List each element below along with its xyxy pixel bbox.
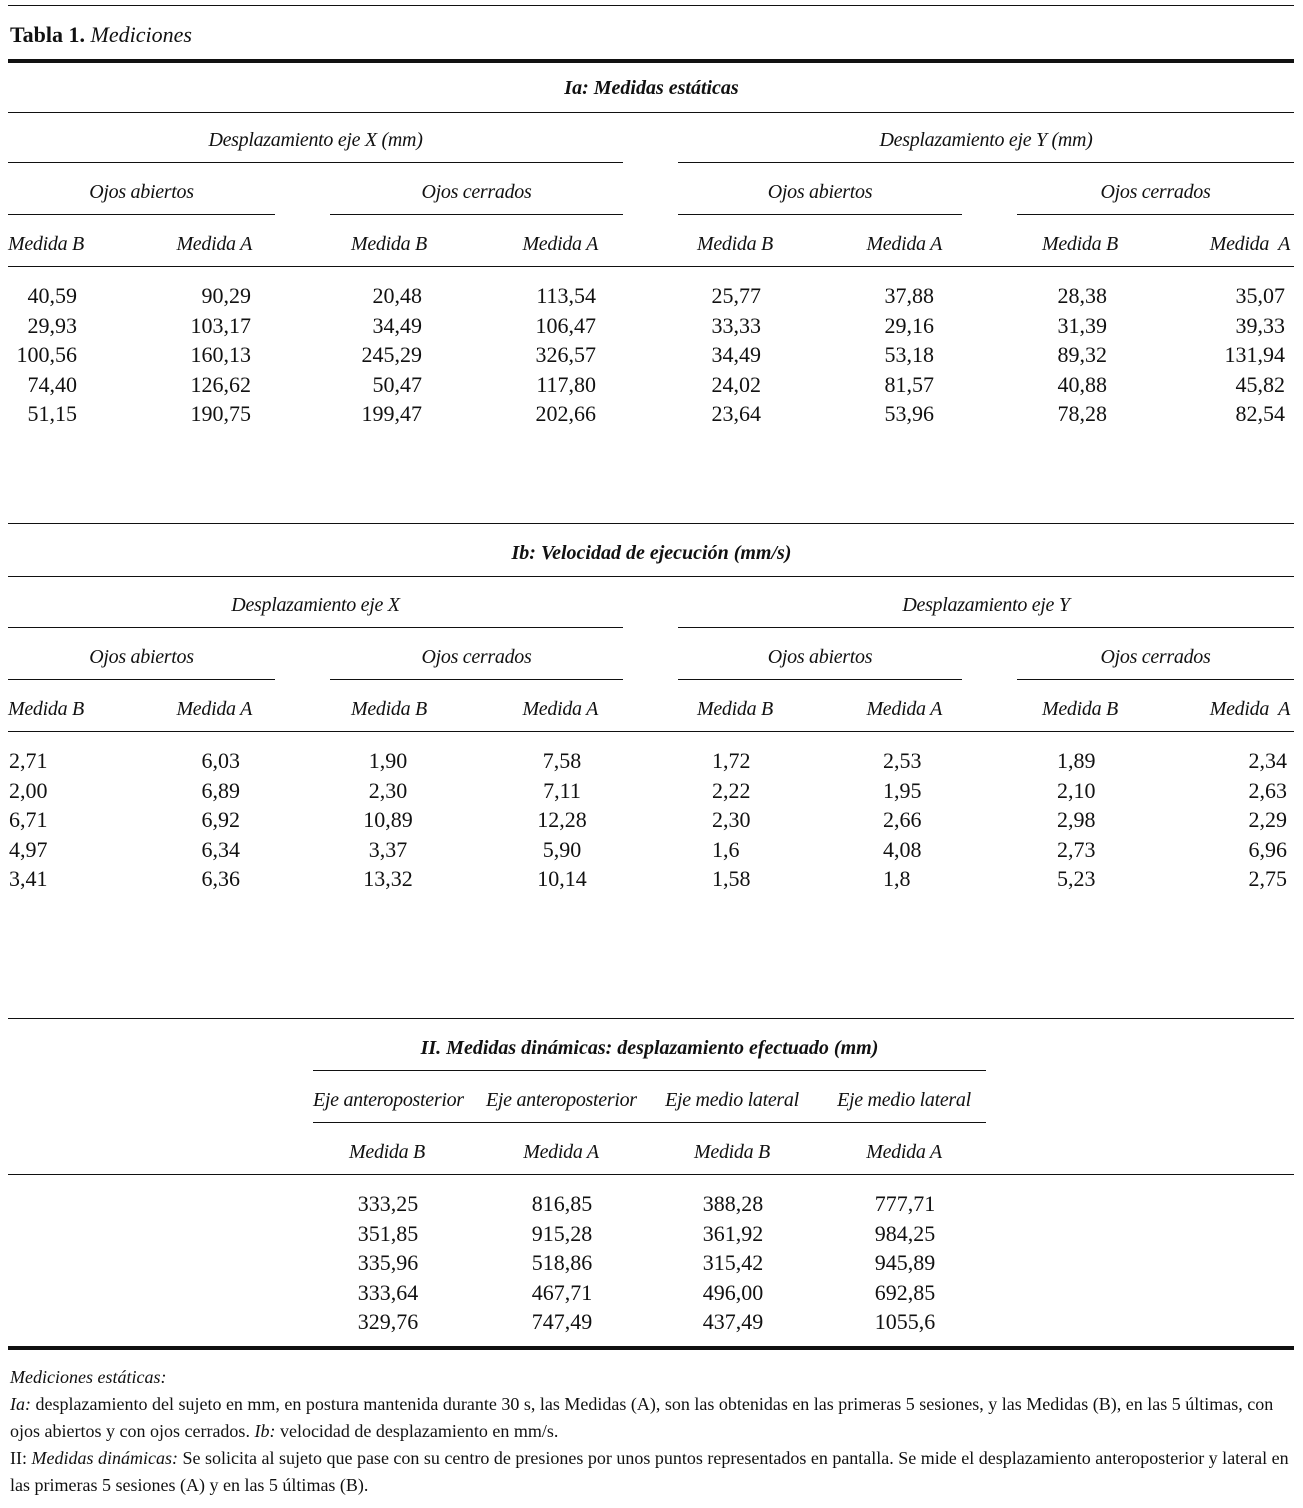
table-cell: 81,57 bbox=[884, 371, 934, 397]
section-ii-title-rule bbox=[313, 1070, 986, 1071]
table-cell: 51,15 bbox=[27, 401, 77, 426]
section-ia-col-2: Medida A bbox=[176, 233, 252, 255]
table-cell: 35,07 bbox=[1235, 283, 1285, 308]
table-cell: 6,89 bbox=[201, 777, 240, 803]
section-ii-top-rule bbox=[8, 1018, 1294, 1019]
section-ii-axis-4: Eje medio lateral bbox=[837, 1089, 971, 1111]
section-ib-sub-2-rule bbox=[330, 679, 623, 680]
table-cell: 5,23 bbox=[1057, 866, 1096, 891]
notes-heading bbox=[10, 1364, 1293, 1391]
table-cell: 2,30 bbox=[712, 807, 751, 832]
notes-ii-italic: Medidas dinámicas: bbox=[31, 1448, 178, 1468]
section-ib-sub-3: Ojos abiertos bbox=[767, 646, 873, 668]
table-cell: 1,8 bbox=[883, 866, 911, 891]
table-cell: 45,82 bbox=[1235, 371, 1285, 397]
notes-ii-paragraph bbox=[10, 1445, 1293, 1499]
table-cell: 2,63 bbox=[1248, 777, 1287, 803]
table-cell: 34,49 bbox=[372, 312, 422, 338]
section-ib-col-3: Medida B bbox=[351, 698, 427, 720]
section-ia-header-rule bbox=[8, 266, 1294, 267]
table-cell: 6,96 bbox=[1248, 836, 1287, 862]
section-ia-group-x: Desplazamiento eje X (mm) bbox=[208, 129, 423, 151]
table-cell: 29,93 bbox=[27, 312, 77, 338]
section-ii-axis-3: Eje medio lateral bbox=[665, 1089, 799, 1111]
table-cell: 692,85 bbox=[874, 1279, 936, 1305]
notes-ii-label: II: bbox=[10, 1448, 32, 1468]
section-ii-col-1: Medida B bbox=[349, 1141, 425, 1163]
table-cell: 6,03 bbox=[201, 748, 240, 773]
table-cell: 984,25 bbox=[874, 1220, 936, 1246]
section-ib-rule bbox=[8, 576, 1294, 577]
table-cell: 33,33 bbox=[711, 312, 761, 338]
notes-ii-text: Se solicita al sujeto que pase con su centro de presiones por unos puntos representados en pantalla. Se mide el desplazamiento anteroposterior y lateral en las primeras 5 sesiones (A) y en las 5 últimas (B). bbox=[10, 1448, 1289, 1495]
table-cell: 1,6 bbox=[712, 836, 740, 862]
table-cell: 40,88 bbox=[1057, 371, 1107, 397]
notes-ib-label: Ib: bbox=[254, 1421, 276, 1441]
section-ia-data-col-3 bbox=[362, 281, 423, 429]
section-ib-data-col-4 bbox=[522, 746, 602, 894]
table-title-caption: Mediciones bbox=[90, 22, 192, 47]
section-ib-sub-4: Ojos cerrados bbox=[1100, 646, 1211, 668]
table-cell: 6,71 bbox=[9, 807, 48, 832]
table-cell: 202,66 bbox=[535, 401, 596, 426]
table-cell: 915,28 bbox=[531, 1220, 593, 1246]
section-ib-col-2: Medida A bbox=[176, 698, 252, 720]
table-cell: 190,75 bbox=[190, 401, 251, 426]
section-ib-header-rule bbox=[8, 731, 1294, 732]
section-ib-sub-2: Ojos cerrados bbox=[421, 646, 532, 668]
table-cell: 351,85 bbox=[357, 1220, 419, 1246]
section-ib-top-rule bbox=[8, 523, 1294, 524]
notes-ia-text: desplazamiento del sujeto en mm, en postura mantenida durante 30 s, las Medidas (A), son las obtenidas en las primeras 5 sesiones, y las Medidas (B), en las 5 últimas, con ojos abiertos y con ojos cerrados. bbox=[10, 1394, 1274, 1441]
table-cell: 82,54 bbox=[1235, 401, 1285, 426]
section-ia-col-6: Medida A bbox=[866, 233, 942, 255]
table-cell: 2,71 bbox=[9, 748, 48, 773]
section-ia-col-5: Medida B bbox=[697, 233, 773, 255]
table-cell: 1,95 bbox=[883, 777, 922, 803]
table-cell: 816,85 bbox=[531, 1191, 593, 1216]
table-cell: 50,47 bbox=[372, 371, 422, 397]
section-ia-data-col-1 bbox=[17, 281, 78, 429]
table-cell: 12,28 bbox=[537, 807, 587, 832]
notes-ib-text: velocidad de desplazamiento en mm/s. bbox=[275, 1421, 559, 1441]
table-title-number: Tabla 1. bbox=[10, 22, 86, 47]
table-cell: 6,92 bbox=[201, 807, 240, 832]
table-cell: 7,11 bbox=[543, 777, 581, 803]
table-cell: 78,28 bbox=[1057, 401, 1107, 426]
table-cell: 2,53 bbox=[883, 748, 922, 773]
section-ia-sub-1-rule bbox=[8, 214, 275, 215]
table-cell: 131,94 bbox=[1224, 342, 1285, 367]
section-ia-sub-2-rule bbox=[330, 214, 623, 215]
table-cell: 37,88 bbox=[884, 283, 934, 308]
section-ii-col-2: Medida A bbox=[523, 1141, 599, 1163]
table-cell: 6,34 bbox=[201, 836, 240, 862]
section-ib-col-8: Medida A bbox=[1209, 698, 1290, 720]
table-cell: 3,37 bbox=[368, 836, 408, 862]
table-cell: 4,08 bbox=[883, 836, 922, 862]
table-cell: 24,02 bbox=[711, 371, 761, 397]
table-cell: 34,49 bbox=[711, 342, 761, 367]
section-ii-col-4: Medida A bbox=[866, 1141, 942, 1163]
section-ia-col-1: Medida B bbox=[8, 233, 84, 255]
table-cell: 1,58 bbox=[712, 866, 751, 891]
table-cell: 1,90 bbox=[368, 748, 408, 773]
section-ib-sub-4-rule bbox=[1017, 679, 1294, 680]
table-cell: 6,36 bbox=[201, 866, 240, 891]
table-cell: 2,29 bbox=[1248, 807, 1287, 832]
table-cell: 388,28 bbox=[702, 1191, 764, 1216]
table-bottom-rule bbox=[8, 1346, 1294, 1350]
table-cell: 315,42 bbox=[702, 1250, 764, 1275]
table-cell: 20,48 bbox=[372, 283, 422, 308]
notes-ia-label: Ia: bbox=[10, 1394, 31, 1414]
table-cell: 1,89 bbox=[1057, 748, 1096, 773]
table-cell: 3,41 bbox=[9, 866, 48, 891]
table-cell: 2,00 bbox=[9, 777, 48, 803]
table-cell: 31,39 bbox=[1057, 312, 1107, 338]
table-cell: 245,29 bbox=[361, 342, 422, 367]
section-ii-data-col-4 bbox=[860, 1189, 950, 1337]
section-ia-data-col-8 bbox=[1225, 281, 1286, 429]
table-cell: 335,96 bbox=[357, 1250, 419, 1275]
table-cell: 89,32 bbox=[1057, 342, 1107, 367]
section-ia-group-x-rule bbox=[8, 162, 623, 163]
section-ia-sub-1: Ojos abiertos bbox=[89, 181, 194, 203]
section-ib-group-y-rule bbox=[678, 627, 1294, 628]
table-cell: 1,72 bbox=[712, 748, 751, 773]
section-ia-col-7: Medida B bbox=[1042, 233, 1118, 255]
table-cell: 28,38 bbox=[1057, 283, 1107, 308]
section-ib-col-6: Medida A bbox=[866, 698, 942, 720]
section-ia-data-col-5 bbox=[712, 281, 762, 429]
table-cell: 333,25 bbox=[357, 1191, 419, 1216]
table-cell: 518,86 bbox=[531, 1250, 593, 1275]
section-ia-data-col-7 bbox=[1058, 281, 1108, 429]
table-cell: 90,29 bbox=[201, 283, 251, 308]
section-ib-data-col-7 bbox=[1057, 746, 1096, 894]
section-ia-col-8: Medida A bbox=[1209, 233, 1290, 255]
table-cell: 113,54 bbox=[536, 283, 596, 308]
table-cell: 361,92 bbox=[702, 1220, 764, 1246]
section-ib-title: Ib: Velocidad de ejecución (mm/s) bbox=[511, 542, 792, 564]
section-ib-sub-3-rule bbox=[678, 679, 962, 680]
table-cell: 1055,6 bbox=[874, 1309, 936, 1334]
table-cell: 40,59 bbox=[27, 283, 77, 308]
notes-ia-paragraph bbox=[10, 1391, 1293, 1445]
section-ib-group-x: Desplazamiento eje X bbox=[231, 594, 400, 616]
section-ib-group-y: Desplazamiento eje Y bbox=[902, 594, 1070, 616]
title-thick-rule bbox=[8, 59, 1294, 63]
section-ia-group-y-rule bbox=[678, 162, 1294, 163]
table-cell: 2,10 bbox=[1057, 777, 1096, 803]
table-cell: 160,13 bbox=[190, 342, 251, 367]
section-ia-col-4: Medida A bbox=[522, 233, 598, 255]
section-ia-rule bbox=[8, 112, 1294, 113]
section-ii-header-rule bbox=[8, 1174, 1294, 1175]
table-notes bbox=[10, 1364, 1293, 1499]
table-cell: 10,14 bbox=[537, 866, 587, 891]
section-ia-data-col-6 bbox=[885, 281, 935, 429]
section-ii-axis-1: Eje anteroposterior bbox=[313, 1089, 464, 1111]
section-ib-col-1: Medida B bbox=[8, 698, 84, 720]
table-cell: 39,33 bbox=[1235, 312, 1285, 338]
table-cell: 10,89 bbox=[363, 807, 413, 832]
table-cell: 53,96 bbox=[884, 401, 934, 426]
table-title bbox=[10, 20, 192, 50]
section-ii-data-col-3 bbox=[688, 1189, 778, 1337]
table-cell: 2,34 bbox=[1248, 748, 1287, 773]
section-ia-data-col-2 bbox=[191, 281, 252, 429]
section-ib-data-col-3 bbox=[348, 746, 428, 894]
section-ib-sub-1: Ojos abiertos bbox=[89, 646, 194, 668]
table-cell: 2,22 bbox=[712, 777, 751, 803]
section-ia-sub-3: Ojos abiertos bbox=[767, 181, 873, 203]
section-ia-sub-2: Ojos cerrados bbox=[421, 181, 532, 203]
table-cell: 199,47 bbox=[361, 401, 422, 426]
section-ii-title: II. Medidas dinámicas: desplazamiento efectuado (mm) bbox=[420, 1037, 879, 1059]
section-ia-data-col-4 bbox=[536, 281, 597, 429]
table-cell: 4,97 bbox=[9, 836, 48, 862]
table-cell: 117,80 bbox=[536, 371, 596, 397]
table-cell: 777,71 bbox=[874, 1191, 936, 1216]
section-ib-data-col-5 bbox=[712, 746, 751, 894]
section-ii-axis-2: Eje anteroposterior bbox=[486, 1089, 637, 1111]
table-cell: 106,47 bbox=[535, 312, 596, 338]
section-ii-col-3: Medida B bbox=[694, 1141, 770, 1163]
table-cell: 25,77 bbox=[711, 283, 761, 308]
table-cell: 437,49 bbox=[702, 1309, 764, 1334]
section-ib-group-x-rule bbox=[8, 627, 623, 628]
section-ib-col-4: Medida A bbox=[522, 698, 598, 720]
table-cell: 23,64 bbox=[711, 401, 761, 426]
table-cell: 29,16 bbox=[884, 312, 934, 338]
table-cell: 2,66 bbox=[883, 807, 922, 832]
table-cell: 2,73 bbox=[1057, 836, 1096, 862]
table-cell: 100,56 bbox=[16, 342, 77, 367]
table-cell: 126,62 bbox=[190, 371, 251, 397]
table-cell: 103,17 bbox=[190, 312, 251, 338]
section-ib-col-5: Medida B bbox=[697, 698, 773, 720]
table-cell: 7,58 bbox=[542, 748, 582, 773]
section-ib-data-col-2 bbox=[202, 746, 241, 894]
section-ib-data-col-1 bbox=[9, 746, 48, 894]
table-cell: 326,57 bbox=[535, 342, 596, 367]
top-rule bbox=[8, 5, 1294, 6]
table-cell: 2,75 bbox=[1248, 866, 1287, 891]
table-cell: 333,64 bbox=[357, 1279, 419, 1305]
table-cell: 2,98 bbox=[1057, 807, 1096, 832]
section-ii-data-col-1 bbox=[343, 1189, 433, 1337]
table-cell: 74,40 bbox=[27, 371, 77, 397]
section-ib-sub-1-rule bbox=[8, 679, 275, 680]
section-ia-sub-4: Ojos cerrados bbox=[1100, 181, 1211, 203]
section-ib-data-col-6 bbox=[883, 746, 922, 894]
section-ia-sub-3-rule bbox=[678, 214, 962, 215]
section-ia-title: Ia: Medidas estáticas bbox=[564, 77, 739, 99]
table-cell: 53,18 bbox=[884, 342, 934, 367]
section-ib-data-col-8 bbox=[1249, 746, 1288, 894]
table-cell: 329,76 bbox=[357, 1309, 419, 1334]
table-cell: 496,00 bbox=[702, 1279, 764, 1305]
section-ia-col-3: Medida B bbox=[351, 233, 427, 255]
section-ii-axis-rule bbox=[313, 1122, 986, 1123]
table-cell: 467,71 bbox=[531, 1279, 593, 1305]
section-ia-group-y: Desplazamiento eje Y (mm) bbox=[879, 129, 1093, 151]
section-ii-data-col-2 bbox=[517, 1189, 607, 1337]
section-ia-sub-4-rule bbox=[1017, 214, 1294, 215]
table-cell: 2,30 bbox=[368, 777, 408, 803]
table-cell: 5,90 bbox=[542, 836, 582, 862]
table-cell: 747,49 bbox=[531, 1309, 593, 1334]
notes-heading-text: Mediciones estáticas: bbox=[10, 1367, 167, 1387]
table-cell: 13,32 bbox=[363, 866, 413, 891]
section-ib-col-7: Medida B bbox=[1042, 698, 1118, 720]
table-cell: 945,89 bbox=[874, 1250, 936, 1275]
